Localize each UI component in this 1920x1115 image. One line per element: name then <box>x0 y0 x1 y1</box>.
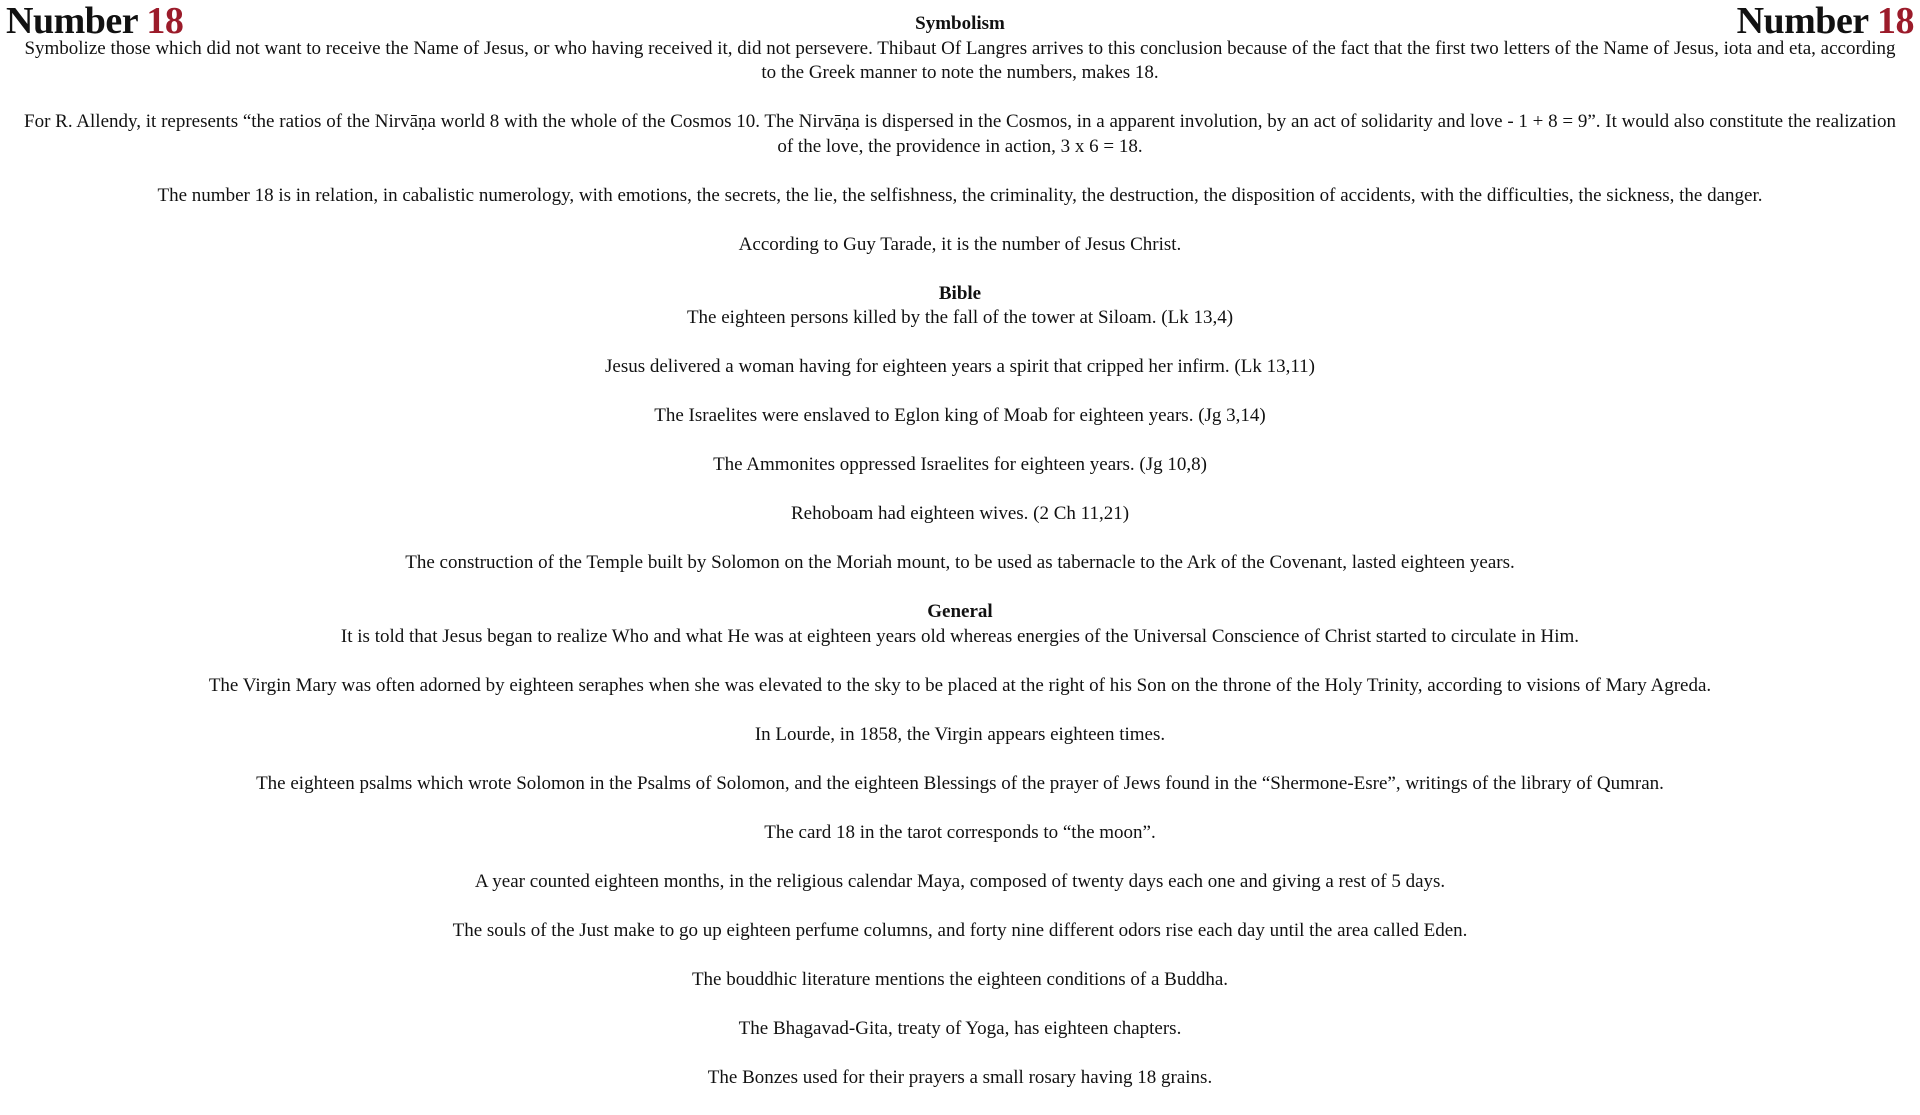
paragraph: For R. Allendy, it represents “the ratios of the Nirvāṇa world 8 with the whole of the Cosmos 10. The Nirvāṇa is dispersed in the Cosmos, in a apparent involution, by an act of solidarity and love - 1 + 8 = 9”. It would also constitute the realization of the love, the providence in action, 3 x 6 = 18. <box>24 111 1896 157</box>
section-heading-symbolism: Symbolism <box>915 13 1005 34</box>
title-number: 18 <box>1877 0 1914 42</box>
paragraph: According to Guy Tarade, it is the number of Jesus Christ. <box>738 233 1182 255</box>
paragraph: The eighteen psalms which wrote Solomon in the Psalms of Solomon, and the eighteen Blessings of the prayer of Jews found in the “Shermone-Esre”, writings of the library of Qumran. <box>256 772 1664 794</box>
title-word: Number <box>6 0 138 42</box>
paragraph: Rehoboam had eighteen wives. (2 Ch 11,21) <box>790 503 1130 524</box>
section-heading-bible: Bible <box>938 282 982 304</box>
paragraph: The construction of the Temple built by Solomon on the Moriah mount, to be used as tabernacle to the Ark of the Covenant, lasted eighteen years. <box>405 552 1515 573</box>
paragraph: Jesus delivered a woman having for eighteen years a spirit that cripped her infirm. (Lk 13,11) <box>605 356 1315 377</box>
paragraph: A year counted eighteen months, in the religious calendar Maya, composed of twenty days each one and giving a rest of 5 days. <box>474 870 1446 892</box>
paragraph: The souls of the Just make to go up eighteen perfume columns, and forty nine different odors rise each day until the area called Eden. <box>452 919 1468 941</box>
paragraph: The Virgin Mary was often adorned by eighteen seraphes when she was elevated to the sky to be placed at the right of his Son on the throne of the Holy Trinity, according to visions of Mary Agreda. <box>208 674 1712 696</box>
paragraph: The Bhagavad-Gita, treaty of Yoga, has eighteen chapters. <box>738 1017 1182 1039</box>
paragraph: The number 18 is in relation, in cabalistic numerology, with emotions, the secrets, the lie, the selfishness, the criminality, the destruction, the disposition of accidents, with the difficulties, the sickness, the danger. <box>157 184 1763 206</box>
paragraph: The Israelites were enslaved to Eglon king of Moab for eighteen years. (Jg 3,14) <box>654 405 1266 426</box>
title-word: Number <box>1736 0 1868 42</box>
section-heading-general: General <box>927 601 993 622</box>
paragraph: The Bonzes used for their prayers a small rosary having 18 grains. <box>707 1066 1213 1088</box>
paragraph: The card 18 in the tarot corresponds to “the moon”. <box>764 821 1156 843</box>
title-number: 18 <box>146 0 184 42</box>
paragraph: It is told that Jesus began to realize Who and what He was at eighteen years old whereas energies of the Universal Conscience of Christ started to circulate in Him. <box>340 625 1580 647</box>
paragraph: The eighteen persons killed by the fall of the tower at Siloam. (Lk 13,4) <box>686 307 1234 328</box>
article-body <box>24 12 1896 1115</box>
paragraph: The bouddhic literature mentions the eighteen conditions of a Buddha. <box>691 968 1229 990</box>
paragraph: The Ammonites oppressed Israelites for eighteen years. (Jg 10,8) <box>713 454 1207 475</box>
paragraph: Symbolize those which did not want to receive the Name of Jesus, or who having received it, did not persevere. Thibaut Of Langres arrives to this conclusion because of the fact that the first two letters of the Name of Jesus, iota and eta, according to the Greek manner to note the numbers, makes 18. <box>24 37 1896 83</box>
paragraph: In Lourde, in 1858, the Virgin appears eighteen times. <box>754 723 1166 745</box>
